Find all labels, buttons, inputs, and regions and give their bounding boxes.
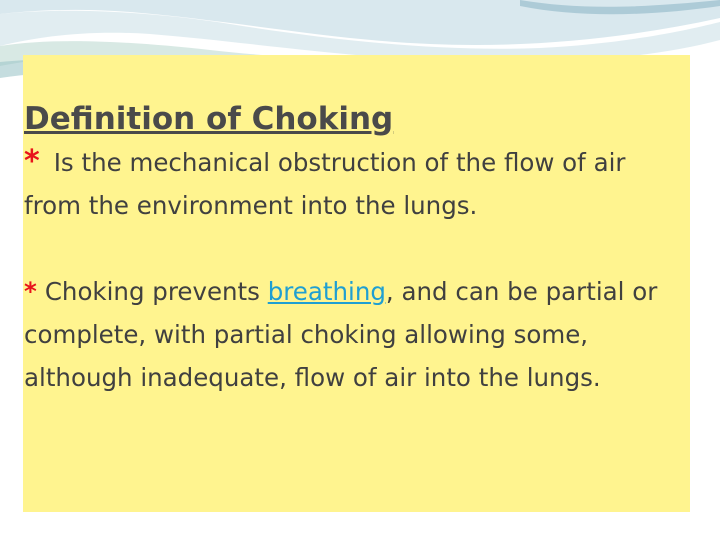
breathing-link[interactable]: breathing [267, 277, 386, 306]
slide-content [24, 98, 684, 399]
bullet-point-2 [24, 270, 684, 399]
bullet-asterisk-icon: * [24, 277, 37, 306]
bullet-asterisk-icon: * [24, 144, 40, 179]
bullet-point-1 [24, 140, 684, 227]
bullet-point-2-text-after: , and can be partial or complete, with partial choking allowing some, although inadequate, flow of air into the lungs. [24, 277, 658, 392]
paragraph-spacer [24, 227, 684, 270]
slide-title: Definition of Choking [24, 101, 394, 137]
bullet-point-2-text-before: Choking prevents [44, 277, 268, 306]
bullet-point-1-text: Is the mechanical obstruction of the flow of air from the environment into the lungs. [24, 148, 626, 220]
